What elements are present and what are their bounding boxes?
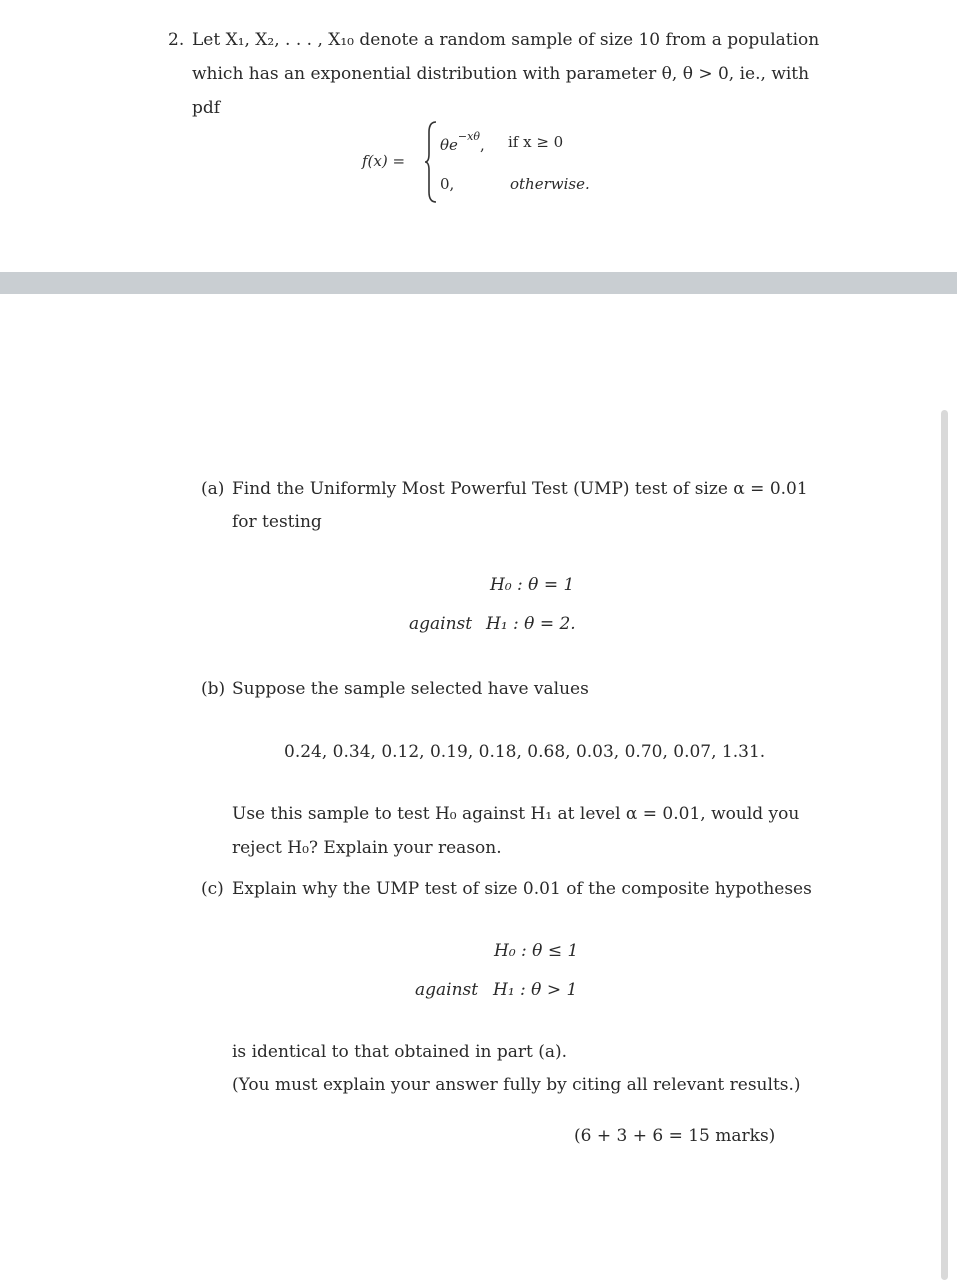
part-b-sample-values: 0.24, 0.34, 0.12, 0.19, 0.18, 0.68, 0.03, 0.70, 0.07, 1.31. bbox=[284, 742, 766, 762]
part-c-label: (c) bbox=[201, 879, 224, 899]
question-intro-line-1: Let X₁, X₂, . . . , X₁₀ denote a random sample of size 10 from a population bbox=[192, 30, 820, 50]
part-c-line-2: is identical to that obtained in part (a). bbox=[232, 1042, 568, 1062]
part-b-line-3: reject H₀? Explain your reason. bbox=[232, 838, 502, 858]
part-c-against-label: against bbox=[415, 980, 479, 1000]
part-b-label: (b) bbox=[201, 679, 226, 699]
marks-allocation: (6 + 3 + 6 = 15 marks) bbox=[574, 1126, 776, 1146]
part-c-line-1: Explain why the UMP test of size 0.01 of the composite hypotheses bbox=[232, 879, 812, 899]
pdf-case-1-comma: , bbox=[479, 136, 485, 154]
part-a-against-label: against bbox=[409, 614, 473, 634]
pdf-case-1-condition: if x ≥ 0 bbox=[508, 133, 564, 151]
left-brace-icon bbox=[424, 120, 438, 204]
question-intro-line-2: which has an exponential distribution with parameter θ, θ > 0, ie., with bbox=[192, 64, 810, 84]
pdf-case-1-base: θe bbox=[440, 136, 458, 154]
pdf-lhs: f(x) = bbox=[362, 152, 406, 170]
part-c-line-3: (You must explain your answer fully by citing all relevant results.) bbox=[232, 1075, 801, 1095]
part-a-alternative-hypothesis: H₁ : θ = 2. bbox=[486, 614, 576, 634]
page-divider bbox=[0, 272, 957, 294]
part-c-alternative-hypothesis: H₁ : θ > 1 bbox=[493, 980, 578, 1000]
part-b-line-2: Use this sample to test H₀ against H₁ at level α = 0.01, would you bbox=[232, 804, 800, 824]
pdf-case-1-expression bbox=[440, 130, 485, 156]
question-number: 2. bbox=[168, 30, 185, 50]
part-a-null-hypothesis: H₀ : θ = 1 bbox=[490, 575, 575, 595]
pdf-case-2-expression: 0, bbox=[440, 175, 455, 193]
question-intro-line-3: pdf bbox=[192, 98, 221, 118]
part-a-label: (a) bbox=[201, 479, 225, 499]
part-a-line-1: Find the Uniformly Most Powerful Test (UMP) test of size α = 0.01 bbox=[232, 479, 808, 499]
pdf-case-1-exponent: −xθ bbox=[457, 130, 480, 143]
part-c-null-hypothesis: H₀ : θ ≤ 1 bbox=[494, 941, 579, 961]
part-b-line-1: Suppose the sample selected have values bbox=[232, 679, 589, 699]
part-a-line-2: for testing bbox=[232, 512, 322, 532]
vertical-scrollbar[interactable] bbox=[941, 410, 948, 1280]
pdf-case-2-condition: otherwise. bbox=[510, 175, 590, 193]
